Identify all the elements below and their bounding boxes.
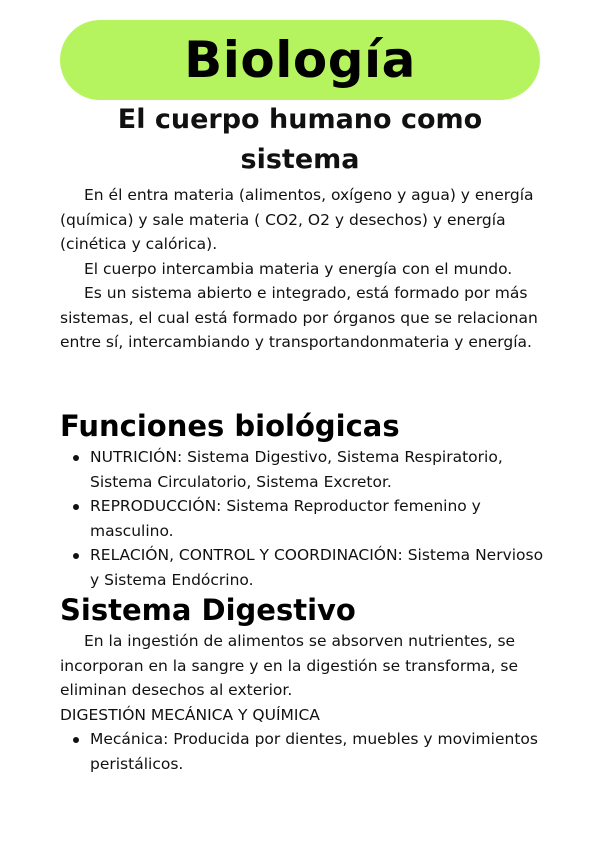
intro-paragraph: En él entra materia (alimentos, oxígeno y agua) y energía (química) y sale materia ( CO2, O2 y desechos) y energía (cinética y calórica).	[60, 186, 534, 253]
digestivo-list	[60, 727, 550, 776]
list-item	[60, 727, 550, 776]
list-item-text: NUTRICIÓN: Sistema Digestivo, Sistema Respiratorio, Sistema Circulatorio, Sistema Excretor.	[90, 448, 503, 491]
list-item-text: REPRODUCCIÓN: Sistema Reproductor femenino y masculino.	[90, 497, 481, 540]
list-item	[60, 445, 550, 494]
bullet-icon	[73, 455, 79, 461]
bullet-icon	[73, 737, 79, 743]
page-subtitle: El cuerpo humano como sistema	[117, 104, 483, 175]
section-heading-digestivo: Sistema Digestivo	[60, 593, 356, 627]
funciones-list	[60, 445, 550, 592]
page-title: Biología	[184, 31, 416, 89]
list-item-text: RELACIÓN, CONTROL Y COORDINACIÓN: Sistema Nervioso y Sistema Endócrino.	[90, 546, 544, 589]
digestivo-subheading: DIGESTIÓN MECÁNICA Y QUÍMICA	[60, 705, 320, 724]
digestivo-paragraph: En la ingestión de alimentos se absorven nutrientes, se incorporan en la sangre y en la digestión se transforma, se eliminan desechos al exterior.	[60, 632, 519, 699]
intro-paragraph: Es un sistema abierto e integrado, está formado por más sistemas, el cual está formado por órganos que se relacionan entre sí, intercambiando y transportandonmateria y energía.	[60, 284, 538, 351]
list-item-text: Mecánica: Producida por dientes, muebles y movimientos peristálicos.	[90, 730, 538, 773]
list-item	[60, 543, 550, 592]
bullet-icon	[73, 553, 79, 559]
bullet-icon	[73, 504, 79, 510]
title-banner	[60, 20, 540, 100]
intro-paragraph: El cuerpo intercambia materia y energía con el mundo.	[84, 259, 513, 278]
digestivo-section	[60, 629, 550, 776]
section-heading-funciones: Funciones biológicas	[60, 409, 400, 443]
intro-section	[60, 183, 550, 355]
list-item	[60, 494, 550, 543]
funciones-section	[60, 445, 550, 592]
